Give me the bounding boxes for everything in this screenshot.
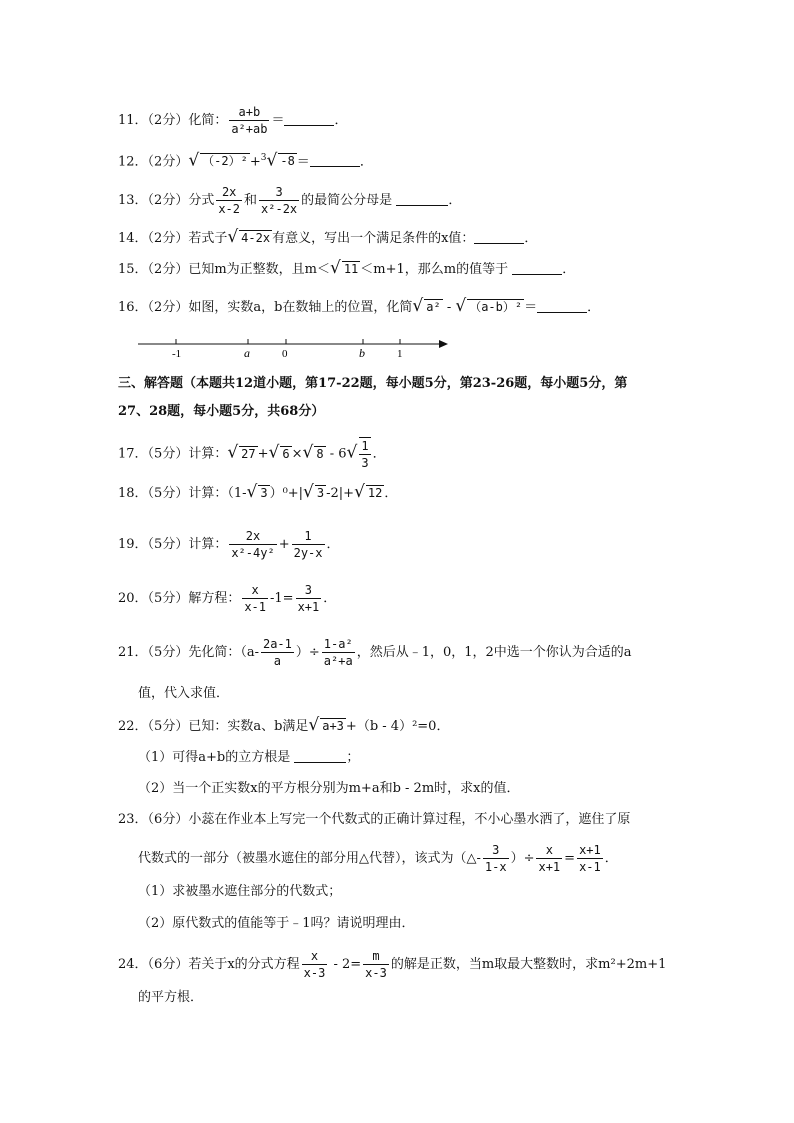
q17-fnum: 1 (361, 439, 369, 453)
q16-end: ． (587, 300, 601, 315)
q12-prefix: 12．（2分） (118, 154, 189, 170)
q13-f1-den: x-2 (218, 202, 241, 216)
q16-minus: - (442, 300, 456, 315)
q24-mid: - 2= (329, 957, 362, 972)
answer-blank (310, 152, 360, 167)
sqrt-sign: √ (227, 227, 239, 247)
q20-f2-den: x+1 (297, 600, 320, 614)
q17-fden: 3 (361, 456, 369, 470)
answer-blank (537, 298, 587, 313)
sqrt-sign: √ (188, 150, 200, 171)
q23-f3-num: x+1 (579, 843, 601, 857)
answer-blank (396, 191, 448, 206)
q21-f1-num: 2a-1 (262, 637, 292, 651)
q24-fraction-2 (363, 948, 389, 981)
sqrt-sign: √ (354, 482, 365, 502)
q16-suffix: ＝ (524, 300, 538, 315)
q11-suffix: ＝ (271, 113, 285, 128)
q23-eq: = (564, 851, 576, 866)
q11-num: a+b (229, 104, 269, 121)
q18-end: ． (384, 486, 398, 501)
q22-prefix: 22．（5分）已知：实数a、b满足 (118, 719, 309, 734)
q13-f2-num: 3 (259, 184, 299, 201)
q21-prefix: 21．（5分）先化简：（a- (118, 645, 259, 660)
sqrt-sign: √ (302, 442, 314, 463)
sqrt-sign: √ (412, 296, 424, 316)
q13-suffix: 的最简公分母是 (301, 193, 393, 208)
q11-prefix: 11．（2分）化简： (118, 113, 228, 128)
q17-plus: + (257, 446, 269, 462)
q18-r2: 3 (316, 486, 325, 500)
q19-f1-num: 2x (229, 528, 276, 545)
question-12 (118, 146, 373, 170)
q24-f2-num: m (363, 948, 389, 965)
q19-fraction-2 (292, 528, 325, 561)
q20-fraction-2 (296, 582, 322, 615)
q15-rad: 11 (343, 262, 359, 276)
q19-fraction-1 (229, 528, 276, 561)
q18-r1: 3 (260, 486, 268, 500)
q22-rad: a+3 (322, 719, 344, 733)
q13-mid: 和 (244, 193, 258, 208)
q20-f1-num: x (242, 582, 268, 599)
q22-suffix: +（b - 4）²=0． (345, 719, 450, 734)
answer-blank (294, 748, 346, 763)
answer-blank (512, 260, 562, 275)
question-22 (118, 713, 449, 737)
q13-f1-num: 2x (216, 184, 242, 201)
q21-suffix: ，然后从﹣1，0，1，2中选一个你认为合适的a (356, 645, 632, 660)
q12-rad2: -8 (280, 154, 295, 169)
q23-f2-num: x (536, 842, 562, 859)
q14-end: ． (524, 231, 538, 246)
q18-r3: 12 (367, 486, 383, 500)
q21-fraction-2 (322, 636, 355, 669)
q19-plus: + (278, 537, 290, 552)
q23-div: ）÷ (510, 851, 535, 866)
label-0: 0 (282, 348, 288, 360)
question-11 (118, 104, 348, 136)
question-24 (118, 948, 666, 978)
q12-rad1: （-2）² (202, 154, 248, 169)
q13-fraction-1 (216, 184, 242, 217)
sqrt-sign: √ (455, 296, 467, 316)
q23-end: ． (604, 851, 618, 866)
question-16 (118, 294, 600, 318)
q19-f2-num: 1 (292, 528, 325, 545)
question-19 (118, 528, 340, 560)
q20-prefix: 20．（5分）解方程： (118, 591, 241, 606)
q22-sub1-end: ； (346, 750, 360, 765)
q20-end: ． (323, 591, 337, 606)
question-23: 23．（6分）小蕊在作业本上写完一个代数式的正确计算过程，不小心墨水洒了，遮住了原 (118, 812, 631, 827)
q12-end: ． (359, 154, 373, 170)
question-14 (118, 225, 537, 249)
q21-f2-den: a²+a (323, 654, 353, 668)
label-minus-1: -1 (172, 348, 182, 360)
q12-root-index: 3 (260, 153, 267, 163)
sqrt-sign: √ (268, 442, 280, 463)
question-24-cont: 的平方根． (138, 990, 204, 1005)
q11-fraction (229, 104, 269, 137)
q23-f1-den: 1-x (484, 860, 507, 874)
question-13 (118, 184, 462, 216)
q19-end: ． (326, 537, 340, 552)
sqrt-sign: √ (227, 442, 239, 463)
q21-f2-num: 1-a² (323, 637, 353, 651)
q15-end: ． (562, 262, 576, 277)
q14-suffix: 有意义，写出一个满足条件的x值： (272, 231, 475, 246)
q21-div: ）÷ (295, 645, 320, 660)
q20-f2-num: 3 (296, 582, 322, 599)
q21-f1-den: a (273, 654, 282, 668)
q14-prefix: 14．（2分）若式子 (118, 231, 228, 246)
question-23-sub2: （2）原代数式的值能等于﹣1吗？请说明理由． (138, 916, 415, 931)
q20-fraction-1 (242, 582, 268, 615)
q12-plus: + (249, 154, 261, 170)
q18-mid2: -2|+ (326, 486, 355, 501)
q14-rad: 4-2x (241, 231, 271, 245)
q16-prefix: 16．（2分）如图，实数a，b在数轴上的位置，化简 (118, 300, 413, 315)
q11-den: a²+ab (231, 122, 268, 136)
q16-rad1: a² (426, 300, 441, 314)
q19-f2-den: 2y-x (293, 546, 323, 560)
q24-f2-den: x-3 (365, 966, 387, 980)
q17-times: × (291, 446, 303, 462)
q16-rad2: （a-b）² (469, 300, 523, 314)
label-b: b (359, 346, 365, 360)
q17-fraction (359, 437, 370, 471)
sqrt-sign: √ (303, 482, 314, 502)
q23-fraction-2 (536, 842, 562, 875)
q13-f2-den: x²-2x (261, 202, 298, 216)
arrow-icon (439, 340, 448, 348)
q19-f1-den: x²-4y² (231, 546, 275, 560)
number-line (130, 332, 460, 362)
q20-f1-den: x-1 (244, 600, 267, 614)
question-18 (118, 480, 397, 504)
sqrt-sign: √ (308, 715, 320, 735)
section-heading: 三、解答题（本题共12道小题，第17-22题，每小题5分，第23-26题，每小题5分，第 (118, 376, 628, 391)
question-21-cont: 值，代入求值． (138, 686, 230, 701)
q23-f2-den: x+1 (538, 860, 561, 874)
answer-blank (474, 229, 524, 244)
answer-blank (284, 111, 334, 126)
q23-fraction-3 (577, 842, 603, 875)
sqrt-sign: √ (329, 258, 341, 278)
q13-prefix: 13．（2分）分式 (118, 193, 215, 208)
question-22-sub2: （2）当一个正实数x的平方根分别为m+a和b - 2m时，求x的值． (138, 781, 520, 796)
section-heading-cont: 27、28题，每小题5分，共68分） (118, 404, 325, 419)
q17-end: ． (372, 446, 386, 462)
q11-end: ． (334, 113, 348, 128)
q24-prefix: 24．（6分）若关于x的分式方程 (118, 957, 300, 972)
q18-mid: ）⁰+| (269, 486, 304, 501)
q19-prefix: 19．（5分）计算： (118, 537, 228, 552)
q23-prefix: 代数式的一部分（被墨水遮住的部分用△代替），该式为（△- (138, 851, 481, 866)
q24-fraction-1 (302, 948, 328, 981)
q23-fraction-1 (483, 842, 509, 875)
q17-r3: 8 (316, 446, 324, 461)
q22-sub1-text: （1）可得a+b的立方根是 (138, 750, 291, 765)
q15-prefix: 15．（2分）已知m为正整数，且m＜ (118, 262, 330, 277)
q15-suffix: ＜m+1，那么m的值等于 (360, 262, 509, 277)
label-1: 1 (397, 348, 403, 360)
sqrt-sign: √ (246, 482, 258, 502)
sqrt-sign: √ (346, 442, 358, 463)
question-15 (118, 256, 575, 280)
q13-end: ． (448, 193, 462, 208)
cbrt-sign: √ (266, 150, 278, 171)
q17-minus: - 6 (325, 446, 347, 462)
q13-fraction-2 (259, 184, 299, 217)
q24-f1-num: x (302, 948, 328, 965)
q17-r2: 6 (282, 446, 290, 461)
q24-f1-den: x-3 (303, 966, 326, 980)
q23-f1-num: 3 (483, 842, 509, 859)
question-17 (118, 437, 386, 470)
question-23-sub1: （1）求被墨水遮住部分的代数式； (138, 884, 342, 899)
question-22-sub1 (138, 746, 359, 770)
question-20 (118, 582, 337, 614)
question-23-formula (138, 842, 618, 872)
q21-fraction-1 (261, 636, 294, 669)
q12-suffix: ＝ (296, 154, 310, 170)
q24-suffix: 的解是正数，当m取最大整数时，求m²+2m+1 (390, 957, 667, 972)
q17-prefix: 17．（5分）计算： (118, 446, 228, 462)
q23-f3-den: x-1 (579, 860, 601, 874)
q17-r1: 27 (241, 446, 256, 461)
q18-prefix: 18．（5分）计算：（1- (118, 486, 247, 501)
question-21 (118, 636, 632, 668)
label-a: a (244, 346, 250, 360)
q20-mid: -1= (270, 591, 294, 606)
